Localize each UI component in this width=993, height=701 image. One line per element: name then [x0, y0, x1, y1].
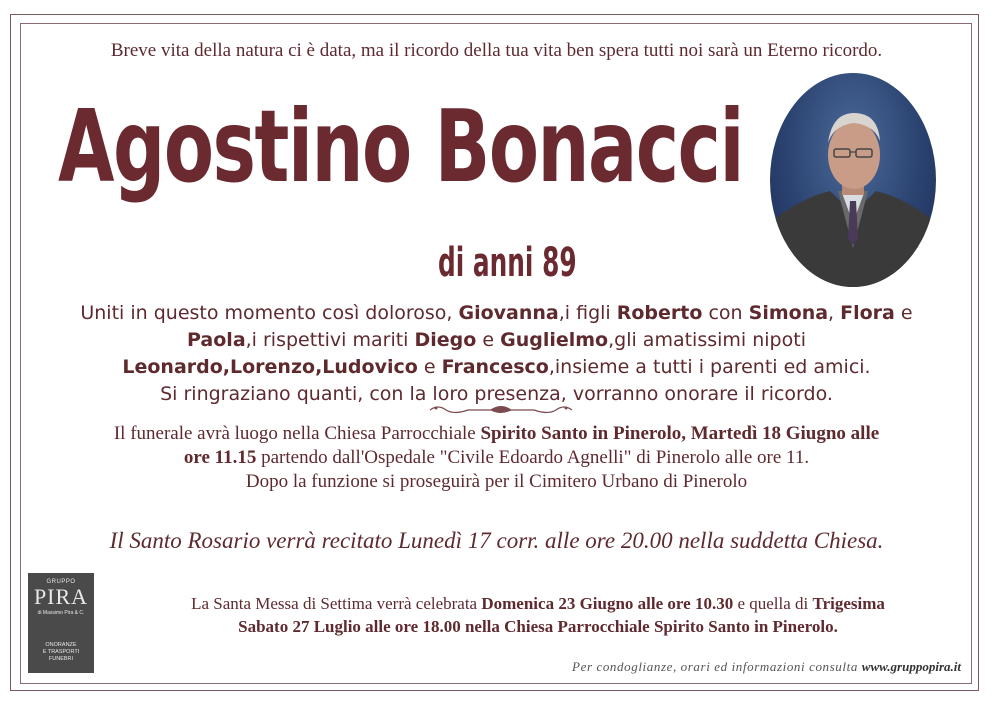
deceased-age: di anni 89 [438, 240, 577, 286]
contact-line [572, 659, 961, 675]
family-text: ,gli amatissimi nipoti [608, 329, 806, 351]
mass-date: Domenica 23 Giugno alle ore 10.30 [481, 594, 734, 613]
funeral-time: ore 11.15 [183, 447, 257, 468]
family-name: Diego [414, 329, 477, 351]
contact-text: Per condoglianze, orari ed informazioni consulta [572, 659, 862, 674]
mass-text: La Santa Messa di Settima verrà celebrata [191, 594, 482, 613]
family-text: con [702, 302, 749, 324]
deceased-name: Agostino Bonacci [58, 88, 744, 205]
family-name: Paola [187, 329, 246, 351]
funeral-line-1 [24, 422, 969, 446]
family-text: e [476, 329, 501, 351]
funeral-text: partendo dall'Ospedale "Civile Edoardo Agnelli" di Pinerolo alle ore 11. [256, 447, 810, 468]
thanks-line: Si ringraziano quanti, con la loro presenza, vorranno onorare il ricordo. [160, 383, 833, 405]
gruppo-pira-logo [28, 573, 94, 673]
logo-bottom-line: ONORANZE [45, 642, 77, 648]
family-text: ,i figli [558, 302, 617, 324]
family-name: Leonardo,Lorenzo,Ludovico [122, 356, 418, 378]
motto: Breve vita della natura ci è data, ma il ricordo della tua vita ben spera tutti noi sarà un Eterno ricordo. [110, 40, 883, 61]
mass-text: e quella di [733, 594, 813, 613]
family-text: ,insieme a tutti i parenti ed amici. [548, 356, 871, 378]
family-text: e [894, 302, 913, 324]
mass-line-2 [98, 615, 978, 638]
logo-bottom [28, 642, 94, 663]
family-name: Giovanna [458, 302, 559, 324]
family-line-2 [30, 327, 963, 354]
family-text: e [417, 356, 442, 378]
family-announcement [30, 300, 963, 408]
family-name: Roberto [616, 302, 703, 324]
family-text: , [828, 302, 841, 324]
mass-date: Sabato 27 Luglio alle ore 18.00 nella Chiesa Parrocchiale Spirito Santo in Pinerolo. [238, 617, 838, 636]
logo-sub: di Massimo Pira & C. [37, 610, 85, 616]
logo-top: GRUPPO [46, 579, 76, 585]
family-line-1 [30, 300, 963, 327]
funeral-place-date: Spirito Santo in Pinerolo, Martedì 18 Giugno alle [480, 423, 880, 444]
mass-trigesima: Trigesima [812, 594, 885, 613]
family-text: Uniti in questo momento così doloroso, [80, 302, 459, 324]
family-text: ,i rispettivi mariti [245, 329, 415, 351]
family-name: Guglielmo [500, 329, 609, 351]
rosary-notice: Il Santo Rosario verrà recitato Lunedì 17 corr. alle ore 20.00 nella suddetta Chiesa. [109, 528, 884, 553]
website-link[interactable]: www.gruppopira.it [861, 659, 961, 674]
family-line-3 [30, 354, 963, 381]
logo-bottom-line: E TRASPORTI [42, 649, 80, 655]
mass-line-1 [98, 592, 978, 615]
family-name: Flora [840, 302, 895, 324]
funeral-text: Il funerale avrà luogo nella Chiesa Parrocchiale [113, 423, 481, 444]
logo-main: PIRA [33, 584, 89, 609]
ornament-divider [428, 400, 574, 418]
portrait-photo [770, 73, 936, 287]
funeral-info [24, 422, 969, 494]
family-name: Simona [748, 302, 829, 324]
funeral-line-2 [24, 446, 969, 470]
logo-bottom-line: FUNEBRI [48, 656, 74, 662]
mass-info [98, 592, 978, 638]
funeral-line-3: Dopo la funzione si proseguirà per il Cimitero Urbano di Pinerolo [245, 471, 748, 492]
family-name: Francesco [441, 356, 549, 378]
